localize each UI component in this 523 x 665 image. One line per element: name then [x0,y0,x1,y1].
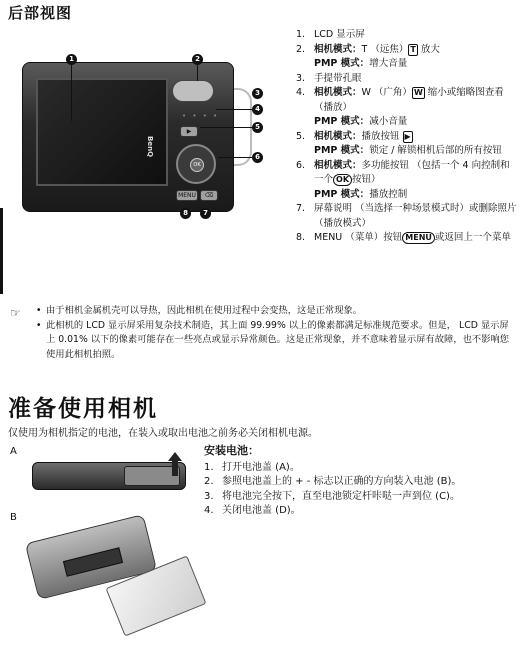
figure-a-label: A [10,446,17,457]
callout-4: 4 [252,104,263,115]
figure-b-insert-battery [24,520,212,636]
install-title: 安装电池： [204,444,259,457]
install-step: 4. 关闭电池盖 (D)。 [204,505,301,516]
install-step: 1. 打开电池盖 (A)。 [204,461,300,473]
menu-key-icon: MENU [402,232,435,244]
callout-5-line [200,127,252,128]
note-block [12,304,512,362]
tele-key-icon: T [410,44,416,54]
figure-b-label: B [10,512,17,523]
delete-button: ⌫ [200,190,218,201]
page-edge-marker [0,208,3,294]
callout-1-line [71,65,72,121]
callout-1: 1 [66,54,77,65]
wide-key-icon: W [413,88,423,97]
part-item-8: 8. MENU （菜单）按钮 MENU 或返回上一个菜单 [296,232,511,243]
camera-back-figure [4,50,266,218]
callout-3: 3 [252,88,263,99]
callout-6: 6 [252,152,263,163]
play-button: ▶ [180,126,198,137]
speaker-dots: • • • • [182,112,220,120]
part-item-4: 4. 相机模式：W （广角） W 缩小或缩略图查看 （播放） PMP 模式：减小音量 [296,87,504,127]
part-item-5: 5. 相机模式：播放按钮 ▶ PMP 模式：锁定 / 解锁相机后部的所有按钮 [296,130,502,156]
part-item-6: 6. 相机模式：多功能按钮 （包括一个 4 向控制和一个 OK 按钮） PMP 模式：播放控制 [296,159,510,200]
camera-brand: BenQ [146,136,154,158]
part-item-7: 7. 屏幕说明 （当选择一种场景模式时）或删除照片 （播放模式） [296,203,517,229]
menu-button: MENU [176,190,198,201]
install-step: 2. 参照电池盖上的 + - 标志以正确的方向装入电池 (B)。 [204,476,462,487]
note-item: • 此相机的 LCD 显示屏采用复杂技术制造，其上面 99.99% 以上的像素都满足标准规范要求。但是， LCD 显示屏上 0.01% 以下的像素可能存在一些亮点或显示异常颜色。这是正常现象，并不意味着显示屏有故障，也不影响您使用此相机拍照。 [38,319,512,363]
callout-2-line [197,65,198,81]
ok-key-icon: OK [333,174,352,186]
parts-list [296,28,518,246]
callout-2: 2 [192,54,203,65]
camera-lcd [36,78,168,186]
callout-8: 8 [180,208,191,219]
play-key-icon: ▶ [404,131,411,141]
callout-5: 5 [252,122,263,133]
part-item-3: 3. 手提带孔眼 [296,72,362,84]
part-item-2: 2. 相机模式：T （远焦） T 放大 PMP 模式：增大音量 [296,43,440,69]
callout-6-line [218,157,252,158]
figure-a-open-cover [28,452,196,498]
callout-7: 7 [200,208,211,219]
zoom-rocker [172,80,214,102]
note-hand-icon: ☞ [10,306,21,320]
section-title: 后部视图 [8,4,73,22]
prep-intro: 仅使用为相机指定的电池，在装入或取出电池之前务必关闭相机电源。 [8,428,318,439]
part-item-1: 1. LCD 显示屏 [296,29,365,40]
install-step: 3. 将电池完全按下，直至电池锁定杆咔哒一声到位 (C)。 [204,490,460,502]
callout-4-line [216,109,252,110]
note-item: • 由于相机金属机壳可以导热，因此相机在使用过程中会变热，这是正常现象。 [38,304,512,319]
up-arrow-icon [168,452,182,476]
install-battery-block [204,444,516,519]
prep-title: 准备使用相机 [8,396,158,422]
ok-button: OK [190,158,204,172]
